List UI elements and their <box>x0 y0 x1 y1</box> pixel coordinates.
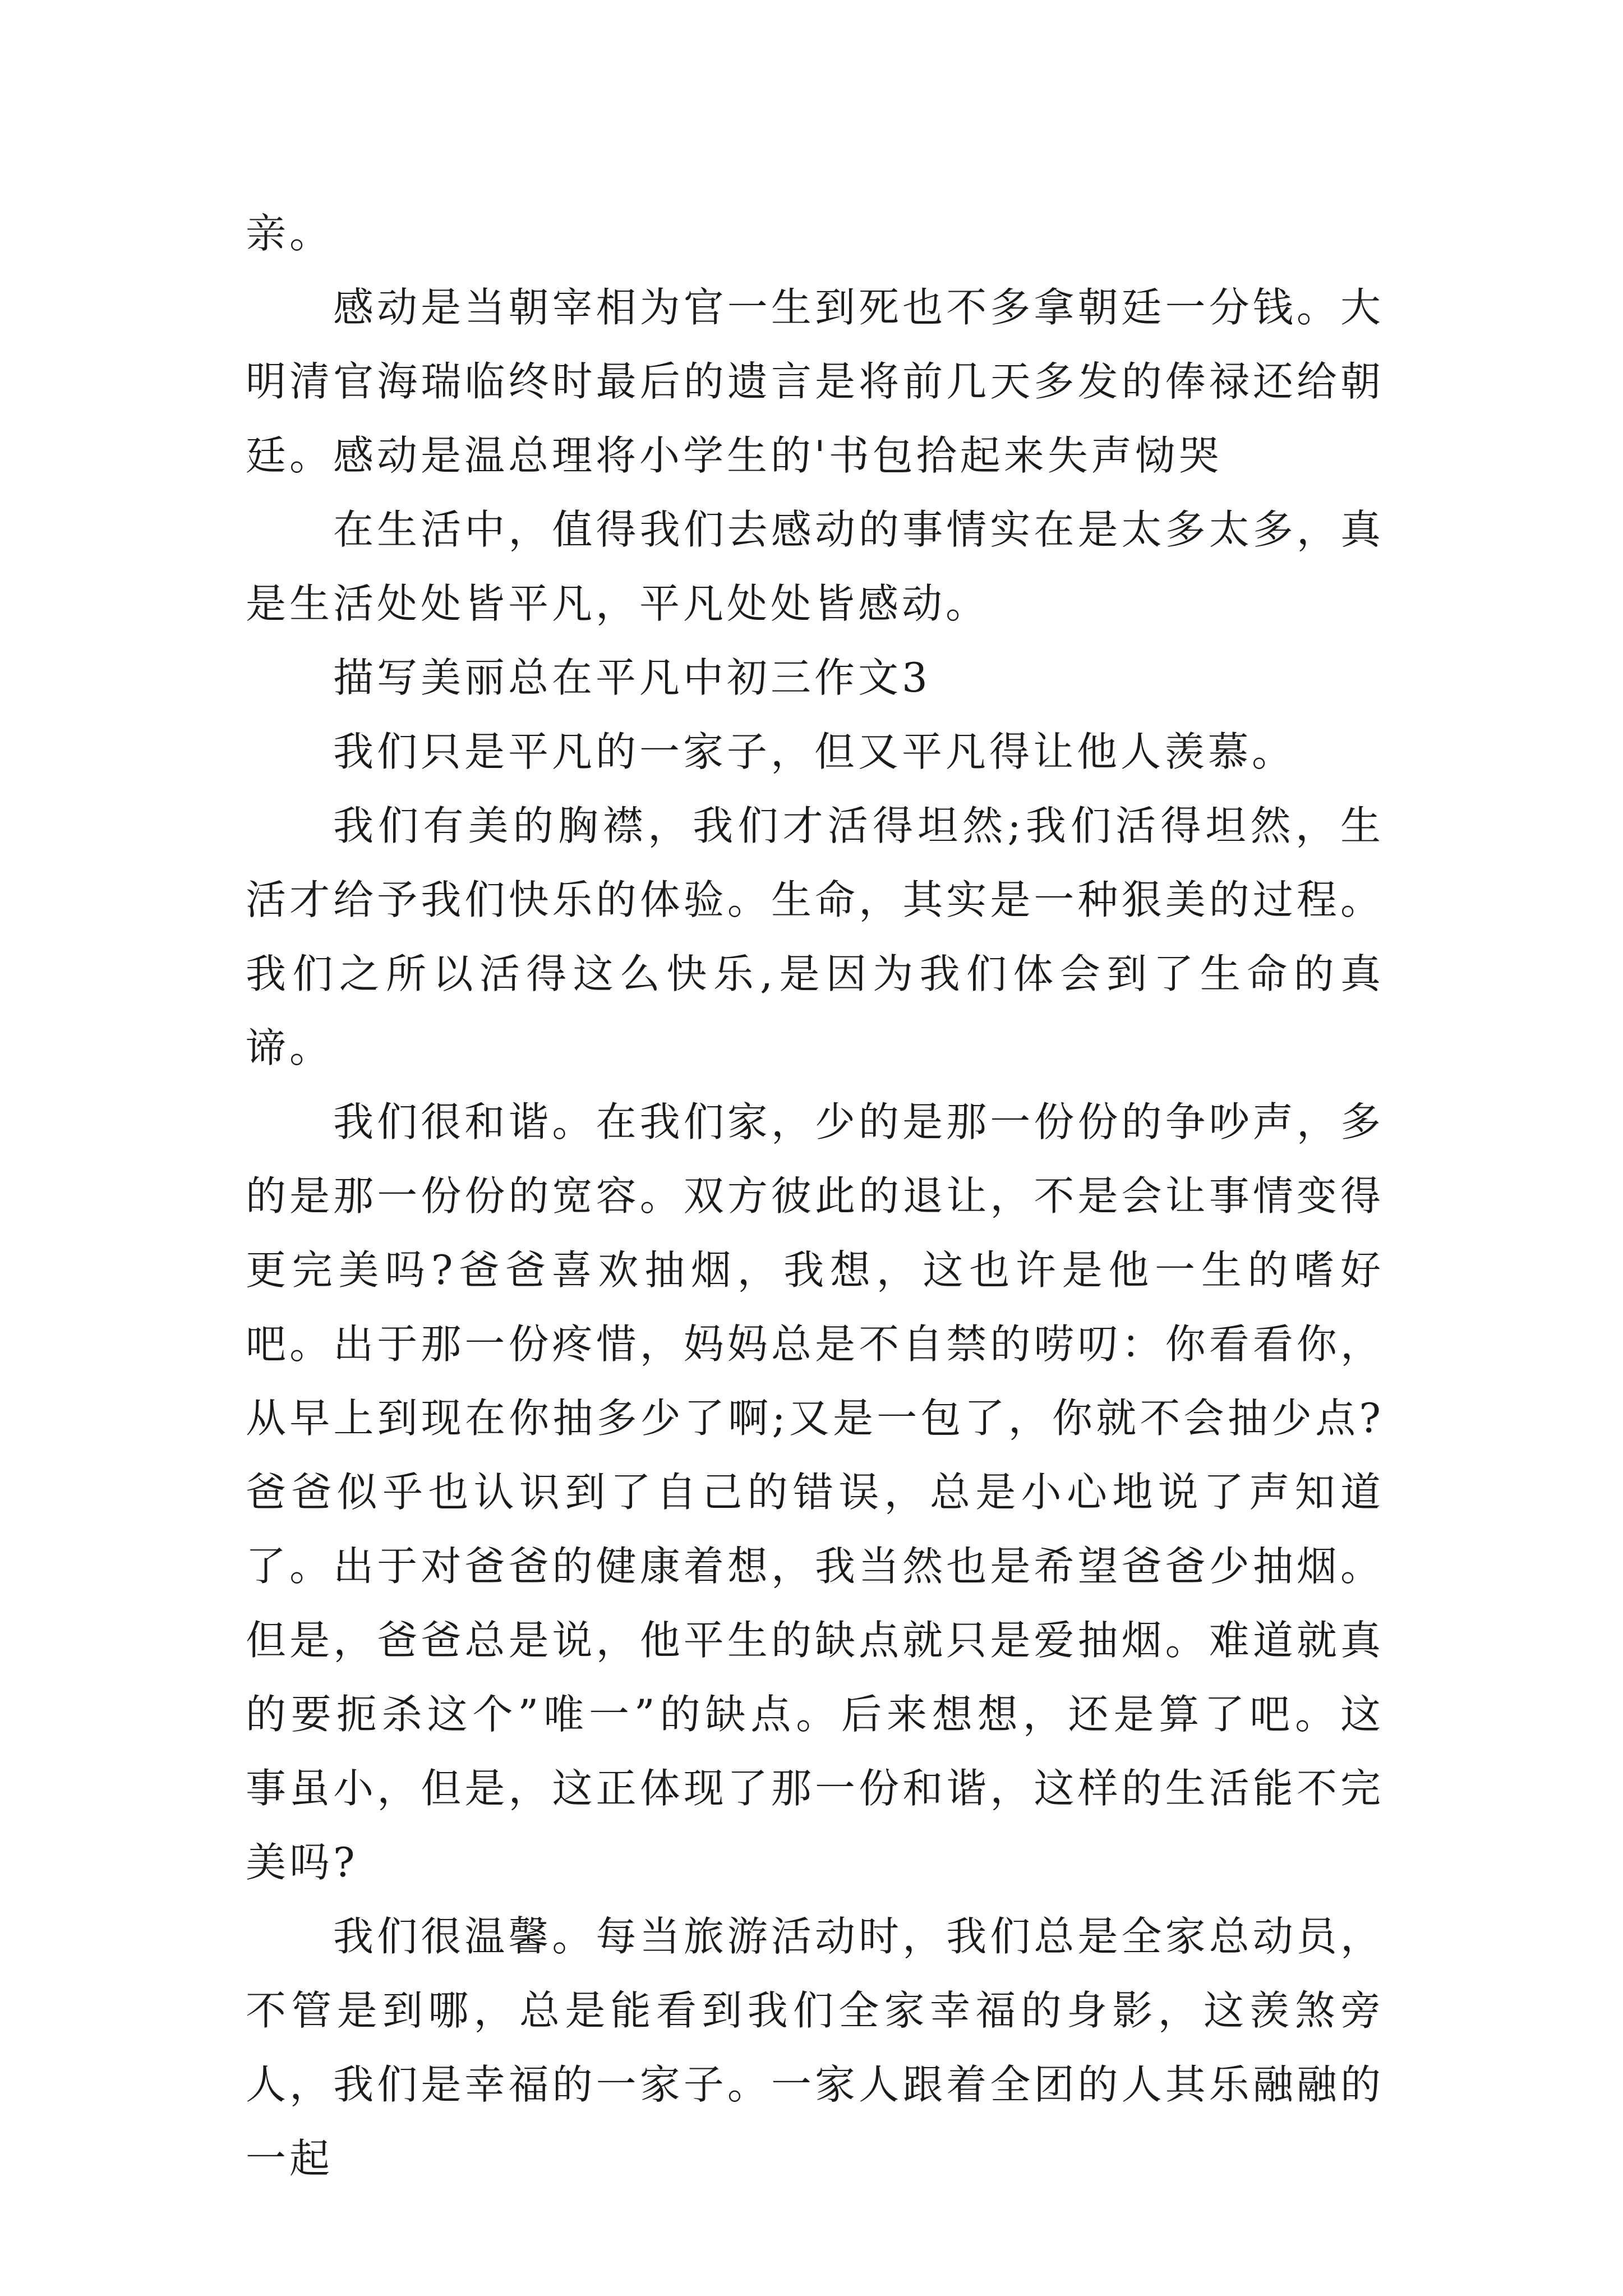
paragraph-1: 亲。 <box>246 210 334 257</box>
paragraph-2: 感动是当朝宰相为官一生到死也不多拿朝廷一分钱。大明清官海瑞临终时最后的遗言是将前几天多发的俸禄还给朝廷。感动是温总理将小学生的'书包拾起来失声恸哭 <box>246 284 1384 479</box>
body-text <box>246 196 1384 2196</box>
paragraph-7: 我们很温馨。每当旅游活动时，我们总是全家总动员，不管是到哪，总是能看到我们全家幸福的身影，这羡煞旁人，我们是幸福的一家子。一家人跟着全团的人其乐融融的一起 <box>246 1913 1384 2182</box>
paragraph-5: 我们有美的胸襟，我们才活得坦然;我们活得坦然，生活才给予我们快乐的体验。生命，其实是一种狠美的过程。我们之所以活得这么快乐,是因为我们体会到了生命的真谛。 <box>246 802 1384 1071</box>
section-heading: 描写美丽总在平凡中初三作文3 <box>333 654 931 701</box>
paragraph-6: 我们很和谐。在我们家，少的是那一份份的争吵声，多的是那一份份的宽容。双方彼此的退让，不是会让事情变得更完美吗?爸爸喜欢抽烟，我想，这也许是他一生的嗜好吧。出于那一份疼惜，妈妈总是不自禁的唠叨：你看看你，从早上到现在你抽多少了啊;又是一包了，你就不会抽少点?爸爸似乎也认识到了自己的错误，总是小心地说了声知道了。出于对爸爸的健康着想，我当然也是希望爸爸少抽烟。但是，爸爸总是说，他平生的缺点就只是爱抽烟。难道就真的要扼杀这个”唯一”的缺点。后来想想，还是算了吧。这事虽小，但是，这正体现了那一份和谐，这样的生活能不完美吗? <box>246 1098 1384 1886</box>
paragraph-3: 在生活中，值得我们去感动的事情实在是太多太多，真是生活处处皆平凡，平凡处处皆感动。 <box>246 506 1384 627</box>
paragraph-4: 我们只是平凡的一家子，但又平凡得让他人羡慕。 <box>333 728 1296 775</box>
